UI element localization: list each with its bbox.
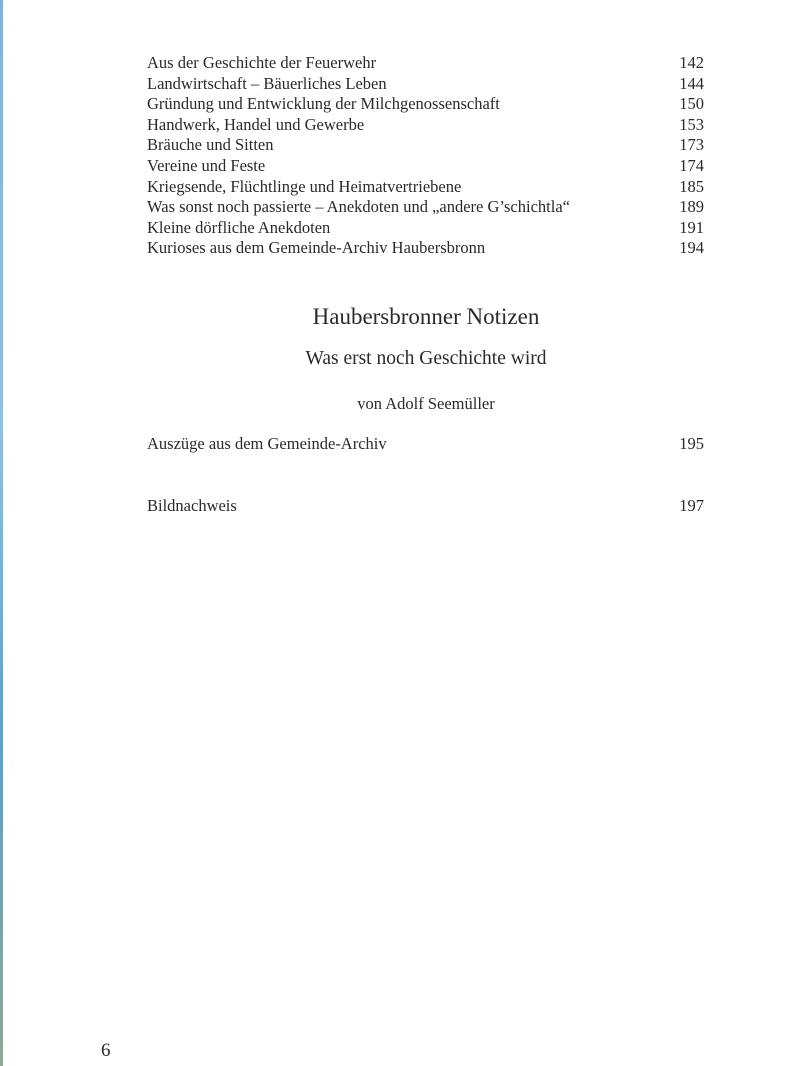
toc-entry-page: 150 [679,94,704,114]
toc-entry [147,156,704,177]
toc-entry-page: 153 [679,114,704,134]
toc-entry-title: Gründung und Entwicklung der Milchgenossenschaft [147,94,500,114]
toc-entry-title: Was sonst noch passierte – Anekdoten und „andere G’schichtla“ [147,197,570,217]
section-subtitle: Was erst noch Geschichte wird [305,348,547,369]
page-edge-strip [0,0,3,1066]
toc-entry [147,177,704,198]
toc-entry-page: 191 [679,217,704,237]
toc-entry [147,94,704,115]
toc-entry-title: Vereine und Feste [147,155,266,175]
toc-entry-page: 174 [679,155,704,175]
toc-entry-page: 185 [679,176,704,196]
toc-entry [147,135,704,156]
toc-entry-title: Kleine dörfliche Anekdoten [147,217,331,237]
toc-entry-title: Auszüge aus dem Gemeinde-Archiv [147,434,387,453]
toc-entry-page: 173 [679,135,704,155]
toc-entry-page: 197 [679,496,704,515]
toc-entry-page: 144 [679,73,704,93]
toc-entry-title: Kriegsende, Flüchtlinge und Heimatvertriebene [147,176,462,196]
toc-entry-title: Kurioses aus dem Gemeinde-Archiv Haubersbronn [147,238,486,258]
table-of-contents [147,53,704,259]
toc-entry-title: Bildnachweis [147,496,237,515]
toc-entry-title: Aus der Geschichte der Feuerwehr [147,53,377,72]
toc-entry-archive [147,434,704,454]
toc-entry-credits [147,496,704,516]
toc-entry-title: Landwirtschaft – Bäuerliches Leben [147,73,387,93]
section-author: von Adolf Seemüller [357,394,495,413]
toc-entry [147,115,704,136]
toc-entry [147,218,704,239]
toc-entry-title: Handwerk, Handel und Gewerbe [147,114,365,134]
toc-entry [147,74,704,95]
toc-entry-page: 194 [679,238,704,258]
toc-entry-title: Bräuche und Sitten [147,135,274,155]
section-title: Haubersbronner Notizen [312,304,540,329]
page-number: 6 [101,1040,111,1061]
toc-entry-page: 142 [679,53,704,72]
toc-entry [147,238,704,259]
toc-entry [147,197,704,218]
toc-entry-page: 189 [679,197,704,217]
toc-entry [147,53,704,74]
toc-entry-page: 195 [679,434,704,453]
